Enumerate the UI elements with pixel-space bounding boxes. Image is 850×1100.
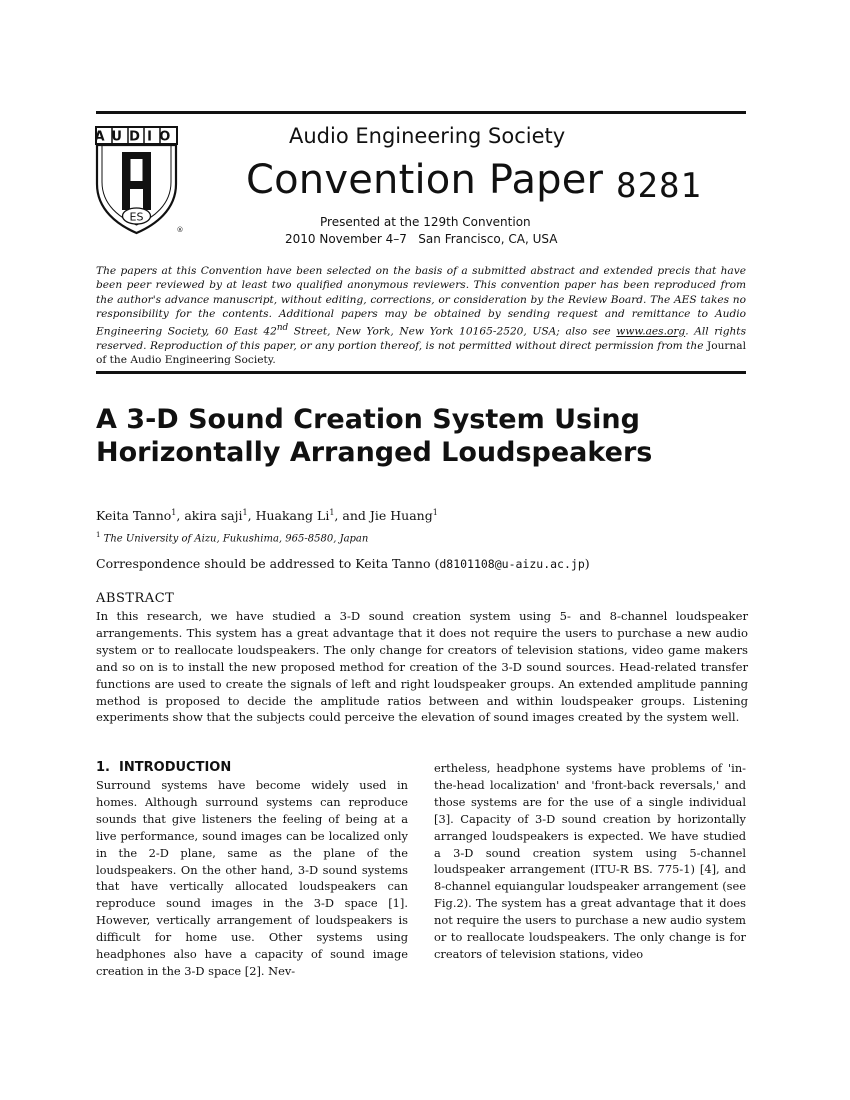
- presented-at: Presented at the 129th Convention: [320, 215, 531, 229]
- aes-website-link[interactable]: www.aes.org: [616, 325, 686, 338]
- convention-paper-title: Convention Paper: [246, 157, 604, 203]
- top-rule: [96, 111, 746, 114]
- abstract-heading: ABSTRACT: [96, 591, 175, 606]
- correspondence-email[interactable]: d8101108@u-aizu.ac.jp: [439, 557, 585, 571]
- author-name: Jie Huang: [369, 508, 433, 524]
- disclaimer-part1: The papers at this Convention have been selected on the basis of a submitted abstract and extended precis that have been peer reviewed by at least two qualified anonymous reviewers. This convention paper has been reproduced from the author's advance manuscript, without editing, corrections, or consideration by the Review Board. The AES takes no responsibility for the contents. Additional papers may be obtained by sending request and remittance to Audio Engineering Society, 60 East 42: [96, 265, 746, 338]
- author-sup: 1: [171, 508, 177, 517]
- paper-number: 8281: [616, 166, 702, 206]
- author-list: [96, 508, 438, 523]
- paper-title: A 3-D Sound Creation System Using Horizontally Arranged Loudspeakers: [96, 404, 653, 468]
- header-bottom-rule: [96, 371, 746, 374]
- correspondence-suffix: ): [584, 556, 590, 571]
- logo-es: ES: [129, 210, 144, 224]
- correspondence-prefix: Correspondence should be addressed to Keita Tanno (: [96, 556, 440, 571]
- dates-location: 2010 November 4–7 San Francisco, CA, USA: [285, 232, 558, 246]
- correspondence: [96, 556, 590, 571]
- author-sup: 1: [432, 508, 438, 517]
- affiliation-sup: 1: [96, 531, 101, 539]
- society-name: Audio Engineering Society: [289, 124, 566, 148]
- affiliation-text: The University of Aizu, Fukushima, 965-8580, Japan: [103, 533, 369, 545]
- author-name: akira saji: [184, 508, 243, 524]
- intro-column-right: ertheless, headphone systems have problems of 'in-the-head localization' and 'front-back reversals,' and those systems are for the use of a single individual [3]. Capacity of 3-D sound creation by horizontally arranged loudspeakers is expected. We have studied a 3-D sound creation system using 5-channel loudspeaker arrangement (ITU-R BS. 775-1) [4], and 8-channel equiangular loudspeaker arrangement (see Fig.2). The system has a great advantage that it does not require the users to purchase a new audio system or to reallocate loudspeakers. The only change is for creators of television stations, video: [434, 761, 746, 961]
- disclaimer-text: [96, 264, 746, 368]
- author-name: Keita Tanno: [96, 508, 172, 524]
- author-sup: 1: [329, 508, 335, 517]
- author-sep: ,: [247, 508, 256, 524]
- intro-column-left: Surround systems have become widely used in homes. Although surround systems can reproduce sounds that give listeners the feeling of being at a live performance, sound images can be localized only in the 2-D plane, same as the plane of the loudspeakers. On the other hand, 3-D sound systems that have vertically allocated loudspeakers can reproduce sound images in the 3-D space [1]. However, vertically arrangement of loudspeakers is difficult for home use. Other systems using headphones also have a capacity of sound image creation in the 3-D space [2]. Nev-: [96, 778, 408, 978]
- logo-registered: ®: [176, 226, 183, 234]
- author-sup: 1: [242, 508, 248, 517]
- disclaimer-journal: Journal of the Audio Engineering Society.: [96, 340, 746, 367]
- aes-logo-icon: [95, 126, 183, 236]
- disclaimer-part2: Street, New York, New York 10165-2520, USA; also see: [288, 325, 617, 338]
- section-heading: [96, 760, 231, 775]
- author-sep: ,: [176, 508, 185, 524]
- disclaimer-sup: nd: [276, 323, 289, 334]
- abstract-body: In this research, we have studied a 3-D sound creation system using 5- and 8-channel loudspeaker arrangements. This system has a great advantage that it does not require the users to purchase a new audio system or to reallocate loudspeakers. The only change for creators of television stations, video game makers and so on is to install the new proposed method for creation of the 3-D sound sources. Head-related transfer functions are used to create the signals of left and right loudspeaker groups. An extended amplitude panning method is proposed to decide the amplitude ratios between and within loudspeaker groups. Listening experiments show that the subjects could perceive the elevation of sound images created by the system well.: [96, 609, 748, 725]
- disclaimer-part3: . All rights reserved. Reproduction of this paper, or any portion thereof, is not permitted without direct permission from the: [96, 325, 747, 353]
- logo-letters: AUDIO: [95, 129, 178, 145]
- section-number: 1.: [96, 760, 110, 775]
- affiliation: [96, 531, 368, 544]
- author-sep: , and: [334, 508, 370, 524]
- author-name: Huakang Li: [255, 508, 330, 524]
- section-title: INTRODUCTION: [119, 760, 232, 775]
